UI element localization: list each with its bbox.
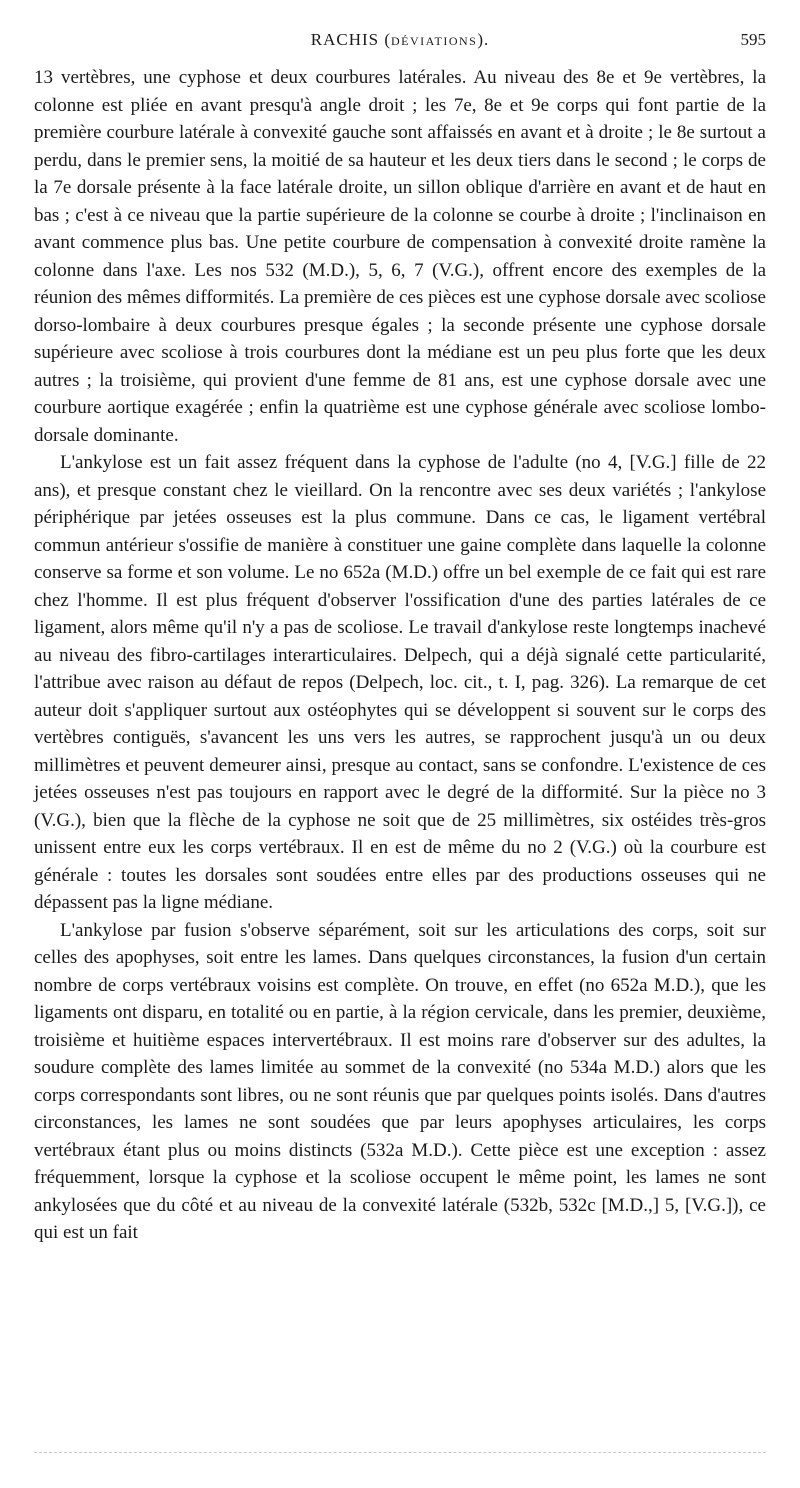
running-title [0, 30, 800, 50]
running-title-main: RACHIS ( [310, 30, 391, 49]
running-title-end: ). [477, 30, 490, 49]
running-title-smallcaps: DÉVIATIONS [391, 34, 478, 48]
paragraph-2: L'ankylose est un fait assez fréquent dans la cyphose de l'adulte (no 4, [V.G.] fille de 22 ans), et presque constant chez le vieillard. On la rencontre avec ses deux variétés ; l'ankylose périphérique par jetées osseuses est la plus commune. Dans ce cas, le ligament vertébral commun antérieur s'ossifie de manière à constituer une gaine complète dans laquelle la colonne conserve sa forme et son volume. Le no 652a (M.D.) offre un bel exemple de ce fait qui est rare chez l'homme. Il est plus fréquent d'observer l'ossification d'une des parties latérales de ce ligament, alors même qu'il n'y a pas de scoliose. Le travail d'ankylose reste longtemps inachevé au niveau des fibro-cartilages interarticulaires. Delpech, qui a déjà signalé cette particularité, l'attribue avec raison au défaut de repos (Delpech, loc. cit., t. I, pag. 326). La remarque de cet auteur doit s'appliquer surtout aux ostéophytes qui se développent si souvent sur le corps des vertèbres contiguës, s'avancent les uns vers les autres, se rapprochent jusqu'à un ou deux millimètres et peuvent demeurer ainsi, presque au contact, sans se confondre. L'existence de ces jetées osseuses n'est pas toujours en rapport avec le degré de la difformité. Sur la pièce no 3 (V.G.), bien que la flèche de la cyphose ne soit que de 25 millimètres, six ostéides très-gros unissent entre eux les corps vertébraux. Il en est de même du no 2 (V.G.) où la courbure est générale : toutes les dorsales sont soudées entre elles par des productions osseuses qui ne dépassent pas la ligne médiane. [34, 452, 766, 913]
footer-divider [34, 1452, 766, 1453]
page-header [0, 30, 800, 54]
paragraph-1: 13 vertèbres, une cyphose et deux courbures latérales. Au niveau des 8e et 9e vertèbres, la colonne est pliée en avant presqu'à angle droit ; les 7e, 8e et 9e corps qui font partie de la première courbure latérale à convexité gauche sont affaissés en avant et à droite ; le 8e surtout a perdu, dans le premier sens, la moitié de sa hauteur et les deux tiers dans le second ; le corps de la 7e dorsale présente à la face latérale droite, un sillon oblique d'arrière en avant et de haut en bas ; c'est à ce niveau que la partie supérieure de la colonne se courbe à droite ; l'inclinaison en avant commence plus bas. Une petite courbure de compensation à convexité droite ramène la colonne dans l'axe. Les nos 532 (M.D.), 5, 6, 7 (V.G.), offrent encore des exemples de la réunion des mêmes difformités. La première de ces pièces est une cyphose dorsale avec scoliose dorso-lombaire à deux courbures presque égales ; la seconde présente une cyphose dorsale supérieure avec scoliose à trois courbures dont la médiane est un peu plus forte que les deux autres ; la troisième, qui provient d'une femme de 81 ans, est une cyphose dorsale avec une courbure aortique exagérée ; enfin la quatrième est une cyphose générale avec scoliose lombo-dorsale dominante. [34, 67, 766, 446]
body-text [34, 64, 766, 1247]
page-number: 595 [740, 30, 766, 49]
paragraph-3: L'ankylose par fusion s'observe séparément, soit sur les articulations des corps, soit sur celles des apophyses, soit entre les lames. Dans quelques circonstances, la fusion d'un certain nombre de corps vertébraux voisins est complète. On trouve, en effet (no 652a M.D.), que les ligaments ont disparu, en totalité ou en partie, à la région cervicale, dans les premier, deuxième, troisième et huitième espaces intervertébraux. Il est moins rare d'observer sur des adultes, la soudure complète des lames limitée au sommet de la convexité (no 534a M.D.) alors que les corps correspondants sont libres, ou ne sont réunis que par quelques points isolés. Dans d'autres circonstances, les lames ne sont soudées que par leurs apophyses articulaires, les corps vertébraux étant plus ou moins distincts (532a M.D.). Cette pièce est une exception : assez fréquemment, lorsque la cyphose et la scoliose occupent le même point, les lames ne sont ankylosées que du côté et au niveau de la convexité latérale (532b, 532c [M.D.,] 5, [V.G.]), ce qui est un fait [34, 919, 766, 1243]
